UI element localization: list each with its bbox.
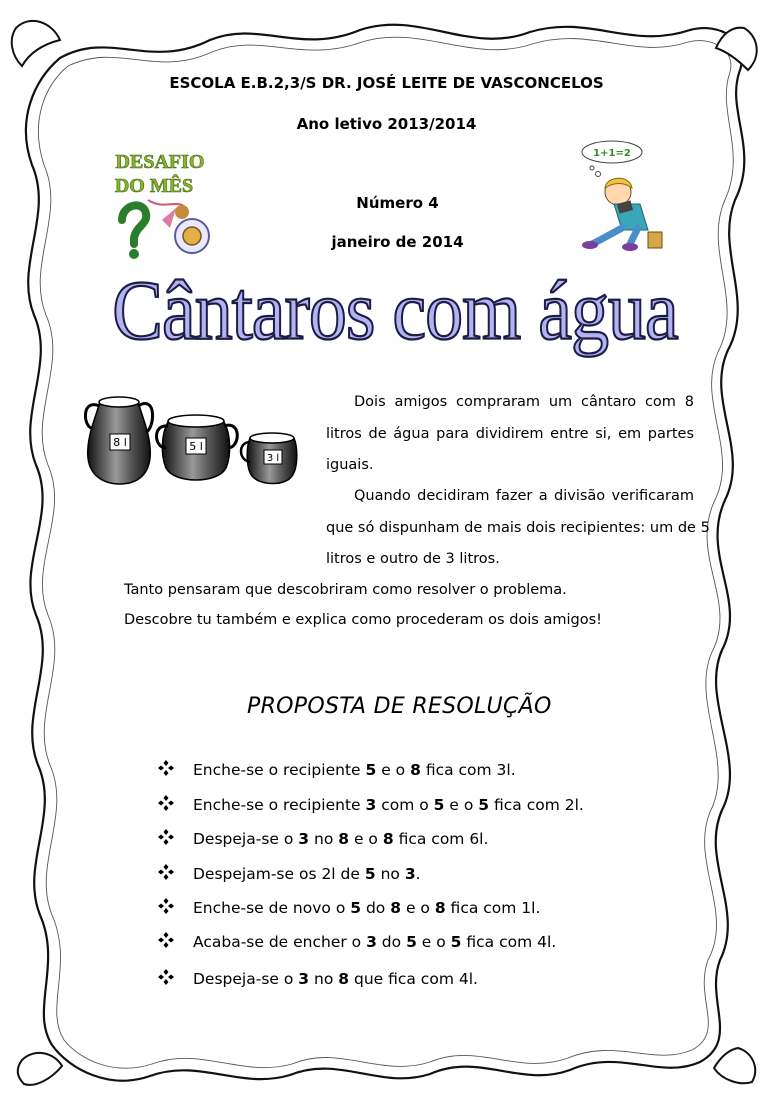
solution-step <box>158 932 556 952</box>
issue-number: Número 4 <box>356 194 439 212</box>
solution-step <box>158 795 584 815</box>
step-text-segment: do <box>376 933 407 951</box>
step-text-segment: e o <box>349 830 383 848</box>
step-number: 3 <box>298 830 310 848</box>
diamond-bullet-icon <box>158 932 193 952</box>
problem-tail-line: Tanto pensaram que descobriram como resolver o problema. <box>124 582 567 598</box>
step-number: 8 <box>390 899 402 917</box>
step-text-segment: e o <box>444 796 479 814</box>
step-number: 5 <box>433 796 445 814</box>
diamond-bullet-icon <box>158 795 193 815</box>
step-number: 3 <box>365 796 377 814</box>
step-text-segment: que fica com 4l. <box>349 970 478 988</box>
step-number: 5 <box>450 933 462 951</box>
boy-illustration <box>578 140 670 252</box>
step-text-segment: Acaba-se de encher o <box>193 933 367 951</box>
step-number: 8 <box>410 761 421 779</box>
logo-line2: DO MÊS <box>114 175 194 197</box>
solution-step <box>158 829 488 849</box>
step-text-segment: Despeja-se o <box>193 970 299 988</box>
desafio-logo <box>104 150 224 260</box>
solution-step-text <box>193 830 488 848</box>
step-text-segment: Despeja-se o <box>193 830 299 848</box>
step-text-segment: e o <box>416 933 451 951</box>
diamond-bullet-icon <box>158 969 193 989</box>
solution-step-text <box>193 761 516 779</box>
jug-label-5: 5 l <box>189 440 203 453</box>
solution-step <box>158 864 421 884</box>
jug-label-3: 3 l <box>266 453 280 464</box>
page-title: Cântaros com água <box>112 263 678 358</box>
step-text-segment: e o <box>376 761 411 779</box>
step-text-segment: fica com 6l. <box>393 830 489 848</box>
step-text-segment: e o <box>401 899 435 917</box>
problem-line: que só dispunham de mais dois recipientes: um de 5 <box>326 520 710 536</box>
diamond-bullet-icon <box>158 898 193 918</box>
step-text-segment: com o <box>376 796 434 814</box>
step-text-segment: fica com 2l. <box>489 796 584 814</box>
solution-step-text <box>193 970 478 988</box>
solution-heading: PROPOSTA DE RESOLUÇÃO <box>247 694 552 719</box>
step-number: 3 <box>298 970 310 988</box>
step-number: 5 <box>478 796 490 814</box>
step-number: 5 <box>365 761 377 779</box>
step-text-segment: Enche-se o recipiente <box>193 761 366 779</box>
step-text-segment: no <box>309 970 339 988</box>
diamond-bullet-icon <box>158 829 193 849</box>
bubble-text: 1+1=2 <box>593 148 631 159</box>
school-name: ESCOLA E.B.2,3/S DR. JOSÉ LEITE DE VASCONCELOS <box>169 74 604 92</box>
problem-tail-line: Descobre tu também e explica como procederam os dois amigos! <box>124 612 602 628</box>
problem-line: litros e outro de 3 litros. <box>326 551 500 567</box>
problem-line: Dois amigos compraram um cântaro com 8 <box>354 394 694 410</box>
step-text-segment: Enche-se o recipiente <box>193 796 366 814</box>
step-text-segment: no <box>309 830 339 848</box>
step-number: 3 <box>404 865 416 883</box>
solution-step-text <box>193 899 540 917</box>
solution-step <box>158 760 516 780</box>
step-number: 8 <box>382 830 394 848</box>
step-text-segment: fica com 3l. <box>420 761 516 779</box>
step-text-segment: do <box>361 899 391 917</box>
step-number: 5 <box>350 899 362 917</box>
diamond-bullet-icon <box>158 864 193 884</box>
solution-step-text <box>193 865 421 883</box>
jug-label-8: 8 l <box>113 436 127 449</box>
step-text-segment: . <box>415 865 421 883</box>
step-text-segment: Enche-se de novo o <box>193 899 351 917</box>
school-year: Ano letivo 2013/2014 <box>296 115 477 133</box>
solution-step <box>158 898 540 918</box>
step-number: 8 <box>434 899 446 917</box>
solution-step-text <box>193 933 556 951</box>
step-number: 8 <box>338 970 350 988</box>
diamond-bullet-icon <box>158 760 193 780</box>
step-number: 8 <box>338 830 350 848</box>
jugs-illustration <box>80 388 302 490</box>
solution-step <box>158 969 478 989</box>
solution-step-text <box>193 796 584 814</box>
step-number: 3 <box>366 933 377 951</box>
problem-line: iguais. <box>326 457 374 473</box>
step-text-segment: fica com 1l. <box>445 899 541 917</box>
issue-date: janeiro de 2014 <box>331 233 464 251</box>
problem-line: Quando decidiram fazer a divisão verificaram <box>354 488 694 504</box>
problem-line: litros de água para dividirem entre si, em partes <box>326 426 694 442</box>
step-number: 5 <box>364 865 376 883</box>
logo-line1: DESAFIO <box>115 151 205 173</box>
step-text-segment: fica com 4l. <box>461 933 557 951</box>
step-text-segment: no <box>375 865 405 883</box>
step-number: 5 <box>406 933 417 951</box>
step-text-segment: Despejam-se os 2l de <box>193 865 365 883</box>
